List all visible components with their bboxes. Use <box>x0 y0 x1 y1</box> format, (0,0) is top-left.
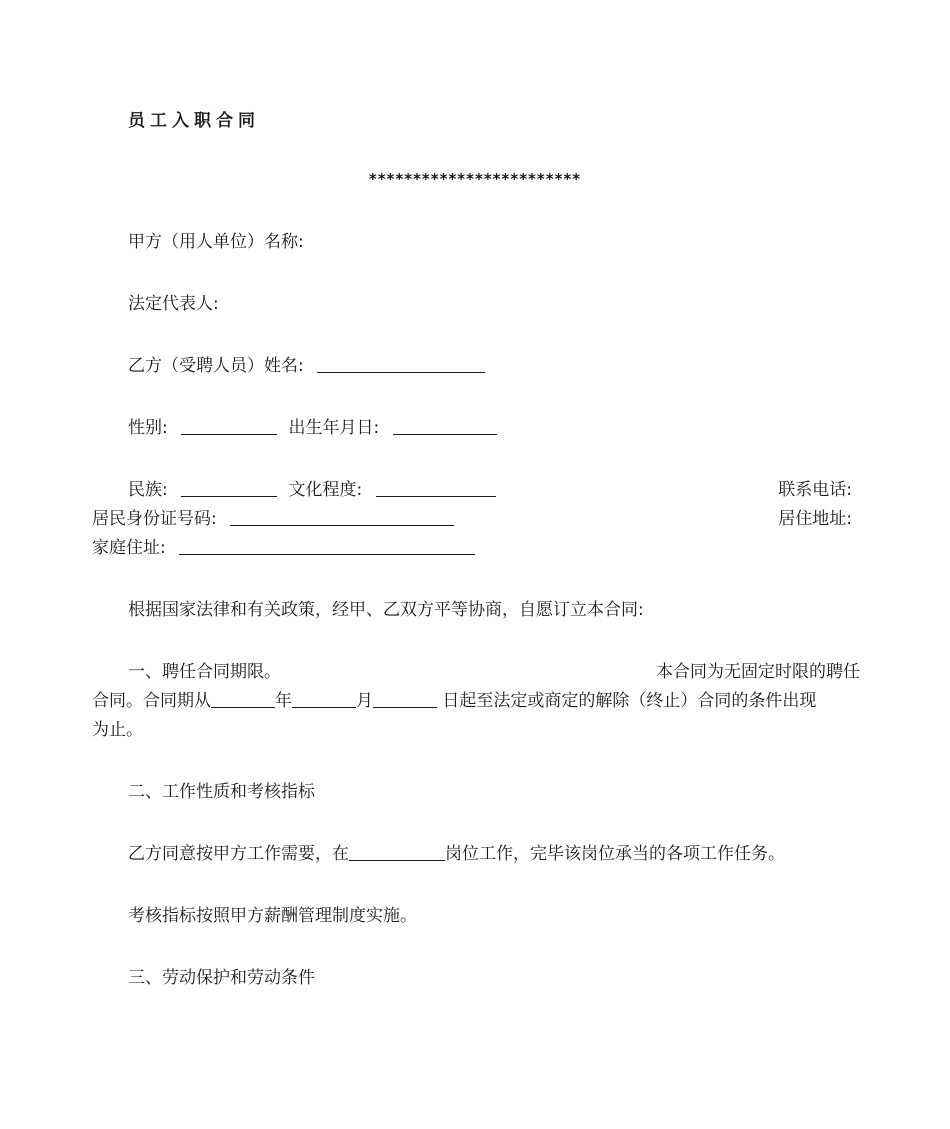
party-b-name-label: 乙方（受聘人员）姓名: <box>128 356 304 376</box>
legal-rep-label: 法定代表人: <box>128 294 219 314</box>
birth-blank <box>393 418 497 435</box>
gender-label: 性别: <box>128 418 168 438</box>
year-label: 年 <box>275 691 292 711</box>
section-1-title: 一、聘任合同期限。 <box>128 662 281 682</box>
separator-stars: ************************ <box>368 170 582 188</box>
section-2-p1-start: 乙方同意按甲方工作需要，在 <box>128 844 349 864</box>
section-2-title: 二、工作性质和考核指标 <box>128 782 315 802</box>
section-3-title: 三、劳动保护和劳动条件 <box>128 968 315 988</box>
section-2-paragraph-2: 考核指标按照甲方薪酬管理制度实施。 <box>128 906 417 926</box>
ethnicity-label: 民族: <box>128 480 168 500</box>
document-title: 员工入职合同 <box>128 111 260 131</box>
intro-paragraph: 根据国家法律和有关政策，经甲、乙双方平等协商，自愿订立本合同: <box>128 600 644 620</box>
home-address-blank <box>179 538 475 555</box>
phone-label: 联系电话: <box>778 480 852 500</box>
party-b-name-blank <box>317 356 485 373</box>
day-blank <box>373 691 437 708</box>
year-blank <box>211 691 275 708</box>
section-2-p1-end: 岗位工作，完毕该岗位承当的各项工作任务。 <box>445 844 785 864</box>
section-1-line-3: 为止。 <box>92 720 143 740</box>
education-blank <box>376 480 496 497</box>
birth-label: 出生年月日: <box>288 418 380 438</box>
id-number-row <box>92 509 454 529</box>
id-number-blank <box>230 509 454 526</box>
section-1-line-2 <box>92 691 816 711</box>
party-b-name-row <box>128 356 485 376</box>
ethnicity-education-row <box>128 480 496 500</box>
education-label: 文化程度: <box>288 480 363 500</box>
contract-period-label: 合同。合同期从 <box>92 691 211 711</box>
gender-birth-row <box>128 418 497 438</box>
party-a-name-label: 甲方（用人单位）名称: <box>128 232 304 252</box>
home-address-row <box>92 538 475 558</box>
ethnicity-blank <box>181 480 277 497</box>
month-blank <box>292 691 356 708</box>
home-address-label: 家庭住址: <box>92 538 166 558</box>
section-1-tail: 本合同为无固定时限的聘任 <box>656 662 860 682</box>
residence-label: 居住地址: <box>778 509 852 529</box>
id-number-label: 居民身份证号码: <box>92 509 217 529</box>
position-blank <box>349 844 445 861</box>
gender-blank <box>181 418 277 435</box>
section-2-paragraph-1 <box>128 844 785 864</box>
month-label: 月 <box>356 691 373 711</box>
section-1-line-2-tail: 日起至法定或商定的解除（终止）合同的条件出现 <box>442 691 817 711</box>
